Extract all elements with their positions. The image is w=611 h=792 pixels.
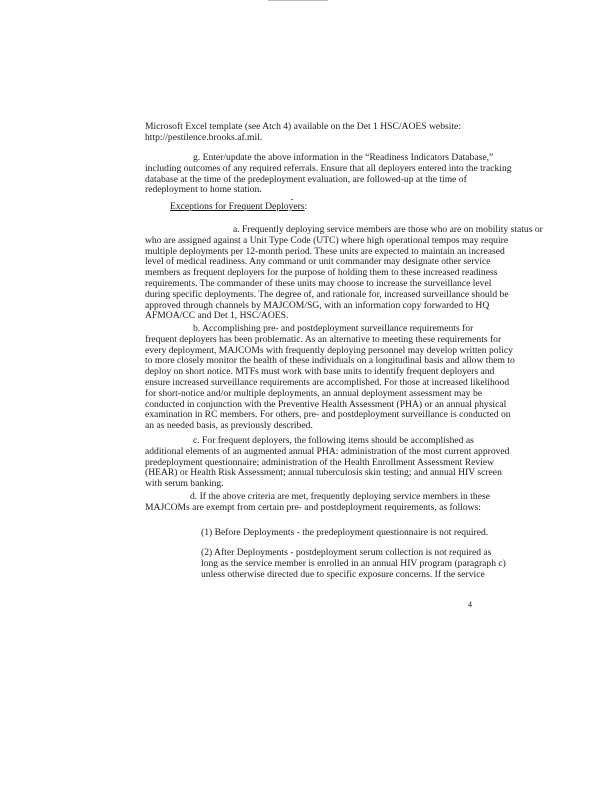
scan-speck <box>291 199 293 200</box>
text-line: conducted in conjunction with the Preventive Health Assessment (PHA) or an annual physical <box>145 398 507 410</box>
paragraph-a <box>145 224 543 322</box>
paragraph-d2 <box>201 547 506 580</box>
text-line: redeployment to home station. <box>145 184 262 196</box>
paragraph-b <box>145 323 515 432</box>
text-line: (HEAR) or Health Risk Assessment; annual tuberculosis skin testing; and annual HIV screen <box>145 467 502 479</box>
text-line: during specific deployments. The degree of, and rationale for, increased surveillance should be <box>145 288 509 300</box>
text-line: additional elements of an augmented annual PHA: administration of the most current approved <box>145 445 510 457</box>
paragraph-d1 <box>201 527 489 539</box>
page-number: 4 <box>468 600 472 609</box>
heading-text: Exceptions for Frequent Deployers <box>170 201 305 212</box>
text-line: multiple deployments per 12-month period. These units are expected to maintain an increased <box>145 245 505 257</box>
section-heading <box>170 202 307 213</box>
text-line: (2) After Deployments - postdeployment serum collection is not required as <box>201 547 492 558</box>
text-line: requirements. The commander of these units may choose to increase the surveillance level <box>145 277 492 289</box>
text-line: http://pestilence.brooks.af.mil. <box>145 131 263 143</box>
text-line: including outcomes of any required referrals. Ensure that all deployers entered into the tracking <box>145 162 512 174</box>
text-line: (1) Before Deployments - the predeployment questionnaire is not required. <box>201 527 489 538</box>
text-line: MAJCOMs are exempt from certain pre- and postdeployment requirements, as follows: <box>145 501 481 513</box>
text-line: c. For frequent deployers, the following items should be accomplished as <box>193 435 474 446</box>
text-line: Microsoft Excel template (see Atch 4) available on the Det 1 HSC/AOES website: <box>145 121 461 132</box>
text-line: AFMOA/CC and Det 1, HSC/AOES. <box>145 310 289 322</box>
text-line: g. Enter/update the above information in the “Readiness Indicators Database,” <box>193 152 494 163</box>
text-line: unless otherwise directed due to specific exposure concerns. If the service <box>201 568 485 580</box>
text-line: for short-notice and/or multiple deployments, an annual deployment assessment may be <box>145 387 483 399</box>
text-line: b. Accomplishing pre- and postdeployment surveillance requirements for <box>193 323 474 334</box>
paragraph-g <box>145 152 512 196</box>
text-line: a. Frequently deploying service members are those who are on mobility status or <box>233 224 543 235</box>
text-line: frequent deployers has been problematic. As an alternative to meeting these requirements for <box>145 333 502 345</box>
text-line: long as the service member is enrolled in an annual HIV program (paragraph c) <box>201 557 506 569</box>
heading-colon: : <box>304 201 308 212</box>
text-line: ensure increased surveillance requirements are accomplished. For those at increased likelihood <box>145 376 510 388</box>
paragraph-intro-continued <box>145 122 472 144</box>
text-line: members as frequent deployers for the purpose of holding them to these increased readiness <box>145 267 498 279</box>
text-line: an as needed basis, as previously described. <box>145 420 313 432</box>
text-line: examination in RC members. For others, pre- and postdeployment surveillance is conducted on <box>145 409 511 421</box>
text-line: with serum banking. <box>145 478 224 490</box>
scan-artifact <box>268 0 328 1</box>
text-line: d. If the above criteria are met, frequently deploying service members in these <box>190 491 490 502</box>
paragraph-d <box>145 491 490 514</box>
text-line: approved through channels by MAJCOM/SG, with an information copy forwarded to HQ <box>145 299 490 311</box>
text-line: database at the time of the predeployment evaluation, are followed-up at the time of <box>145 173 467 185</box>
text-line: predeployment questionnaire; administration of the Health Enrollment Assessment Review <box>145 456 495 468</box>
text-line: who are assigned against a Unit Type Code (UTC) where high operational tempos may require <box>145 234 509 246</box>
text-line: every deployment, MAJCOMs with frequently deploying personnel may develop written policy <box>145 344 513 356</box>
text-line: deploy on short notice. MTFs must work with base units to identify frequent deployers and <box>145 366 495 378</box>
paragraph-c <box>145 435 510 490</box>
text-line: level of medical readiness. Any command or unit commander may designate other service <box>145 256 491 268</box>
text-line: to more closely monitor the health of these individuals on a longitudinal basis and allow them to <box>145 355 515 367</box>
